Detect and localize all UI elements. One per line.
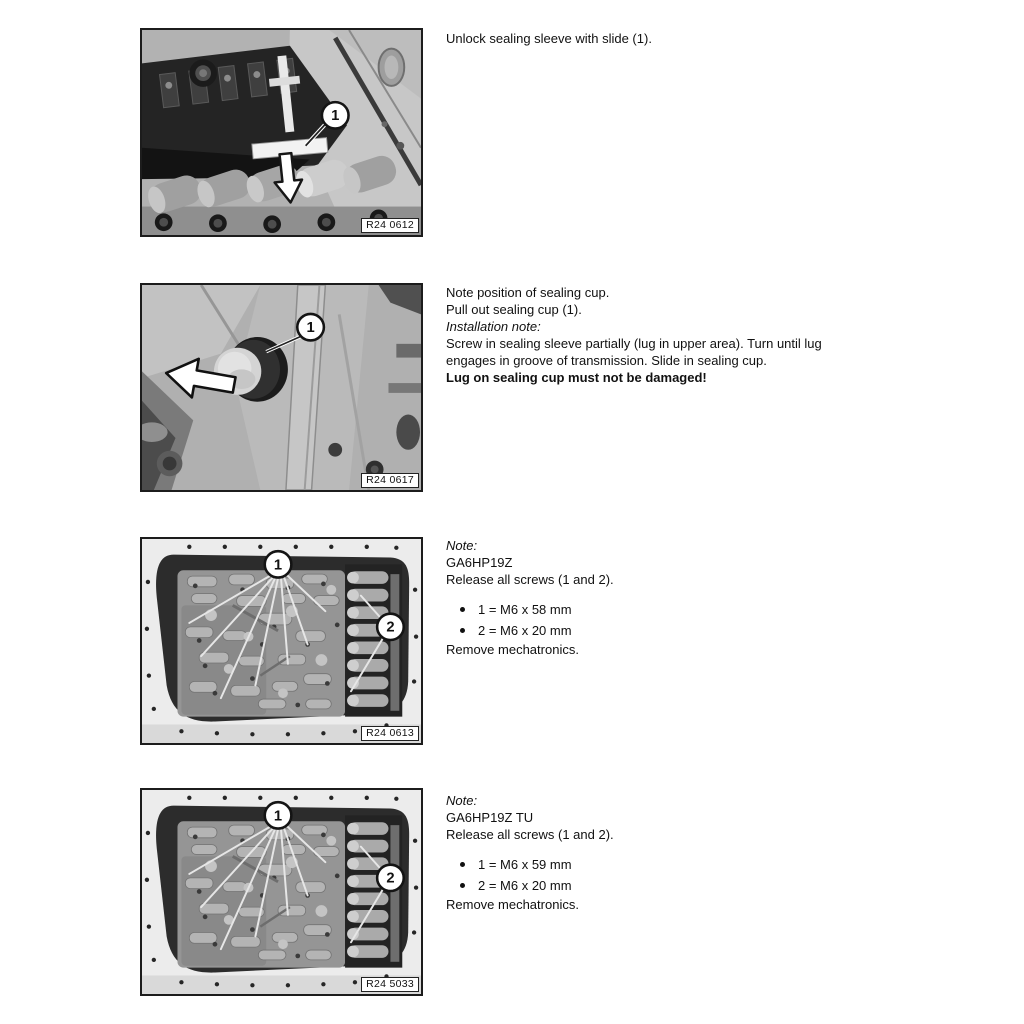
figure-ref-label: R24 5033: [361, 977, 419, 992]
callout-1-number: 1: [306, 320, 315, 337]
figure-valve-body: [140, 28, 423, 237]
step-1-text: [446, 30, 874, 47]
step-text: Remove mechatronics.: [446, 897, 579, 912]
callout-1-number: 1: [273, 557, 283, 574]
transmission-model: GA6HP19Z TU: [446, 810, 534, 825]
screw-size-item: 2 = M6 x 20 mm: [446, 620, 874, 641]
callout-1-marker: [322, 102, 349, 128]
screw-size-item: 2 = M6 x 20 mm: [446, 875, 874, 896]
callout-2-number: 2: [386, 870, 395, 887]
installation-note-label: Installation note:: [446, 319, 541, 334]
callout-2-number: 2: [386, 619, 395, 636]
callout-1-marker: [297, 314, 324, 340]
step-text: Unlock sealing sleeve with slide (1).: [446, 31, 652, 46]
figure-sealing-cup: [140, 283, 423, 492]
transmission-model: GA6HP19Z: [446, 555, 513, 570]
note-label: Note:: [446, 538, 478, 553]
figure-photo-mechatronics: [142, 790, 421, 994]
step-2-text: [446, 284, 874, 386]
callout-2-marker: [377, 614, 404, 640]
callout-1-number: 1: [331, 108, 340, 125]
step-text: Note position of sealing cup.: [446, 285, 610, 300]
screw-size-item: 1 = M6 x 58 mm: [446, 599, 874, 620]
screw-size-list: [446, 599, 874, 641]
figure-photo-valve-body: [142, 30, 421, 235]
figure-photo-mechatronics: [142, 539, 421, 743]
figure-ref-label: R24 0613: [361, 726, 419, 741]
callout-1-marker: [265, 802, 292, 828]
screw-size-list: [446, 854, 874, 896]
screw-size-item: 1 = M6 x 59 mm: [446, 854, 874, 875]
figure-ref-label: R24 0612: [361, 218, 419, 233]
figure-mechatronics-ga6hp19z-tu: [140, 788, 423, 996]
figure-ref-label: R24 0617: [361, 473, 419, 488]
step-text: Remove mechatronics.: [446, 642, 579, 657]
step-text: Release all screws (1 and 2).: [446, 572, 614, 587]
callout-2-marker: [377, 865, 404, 891]
step-text: Pull out sealing cup (1).: [446, 302, 582, 317]
figure-photo-sealing-cup: [142, 285, 421, 490]
step-4-text: [446, 792, 874, 913]
callout-1-number: 1: [273, 808, 283, 825]
installation-note-body: Screw in sealing sleeve partially (lug in upper area). Turn until lug engages in groove of transmission. Slide in sealing cup.: [446, 336, 822, 368]
warning-text: Lug on sealing cup must not be damaged!: [446, 370, 707, 385]
callout-1-marker: [265, 551, 292, 577]
step-text: Release all screws (1 and 2).: [446, 827, 614, 842]
note-label: Note:: [446, 793, 478, 808]
figure-mechatronics-ga6hp19z: [140, 537, 423, 745]
step-3-text: [446, 537, 874, 658]
